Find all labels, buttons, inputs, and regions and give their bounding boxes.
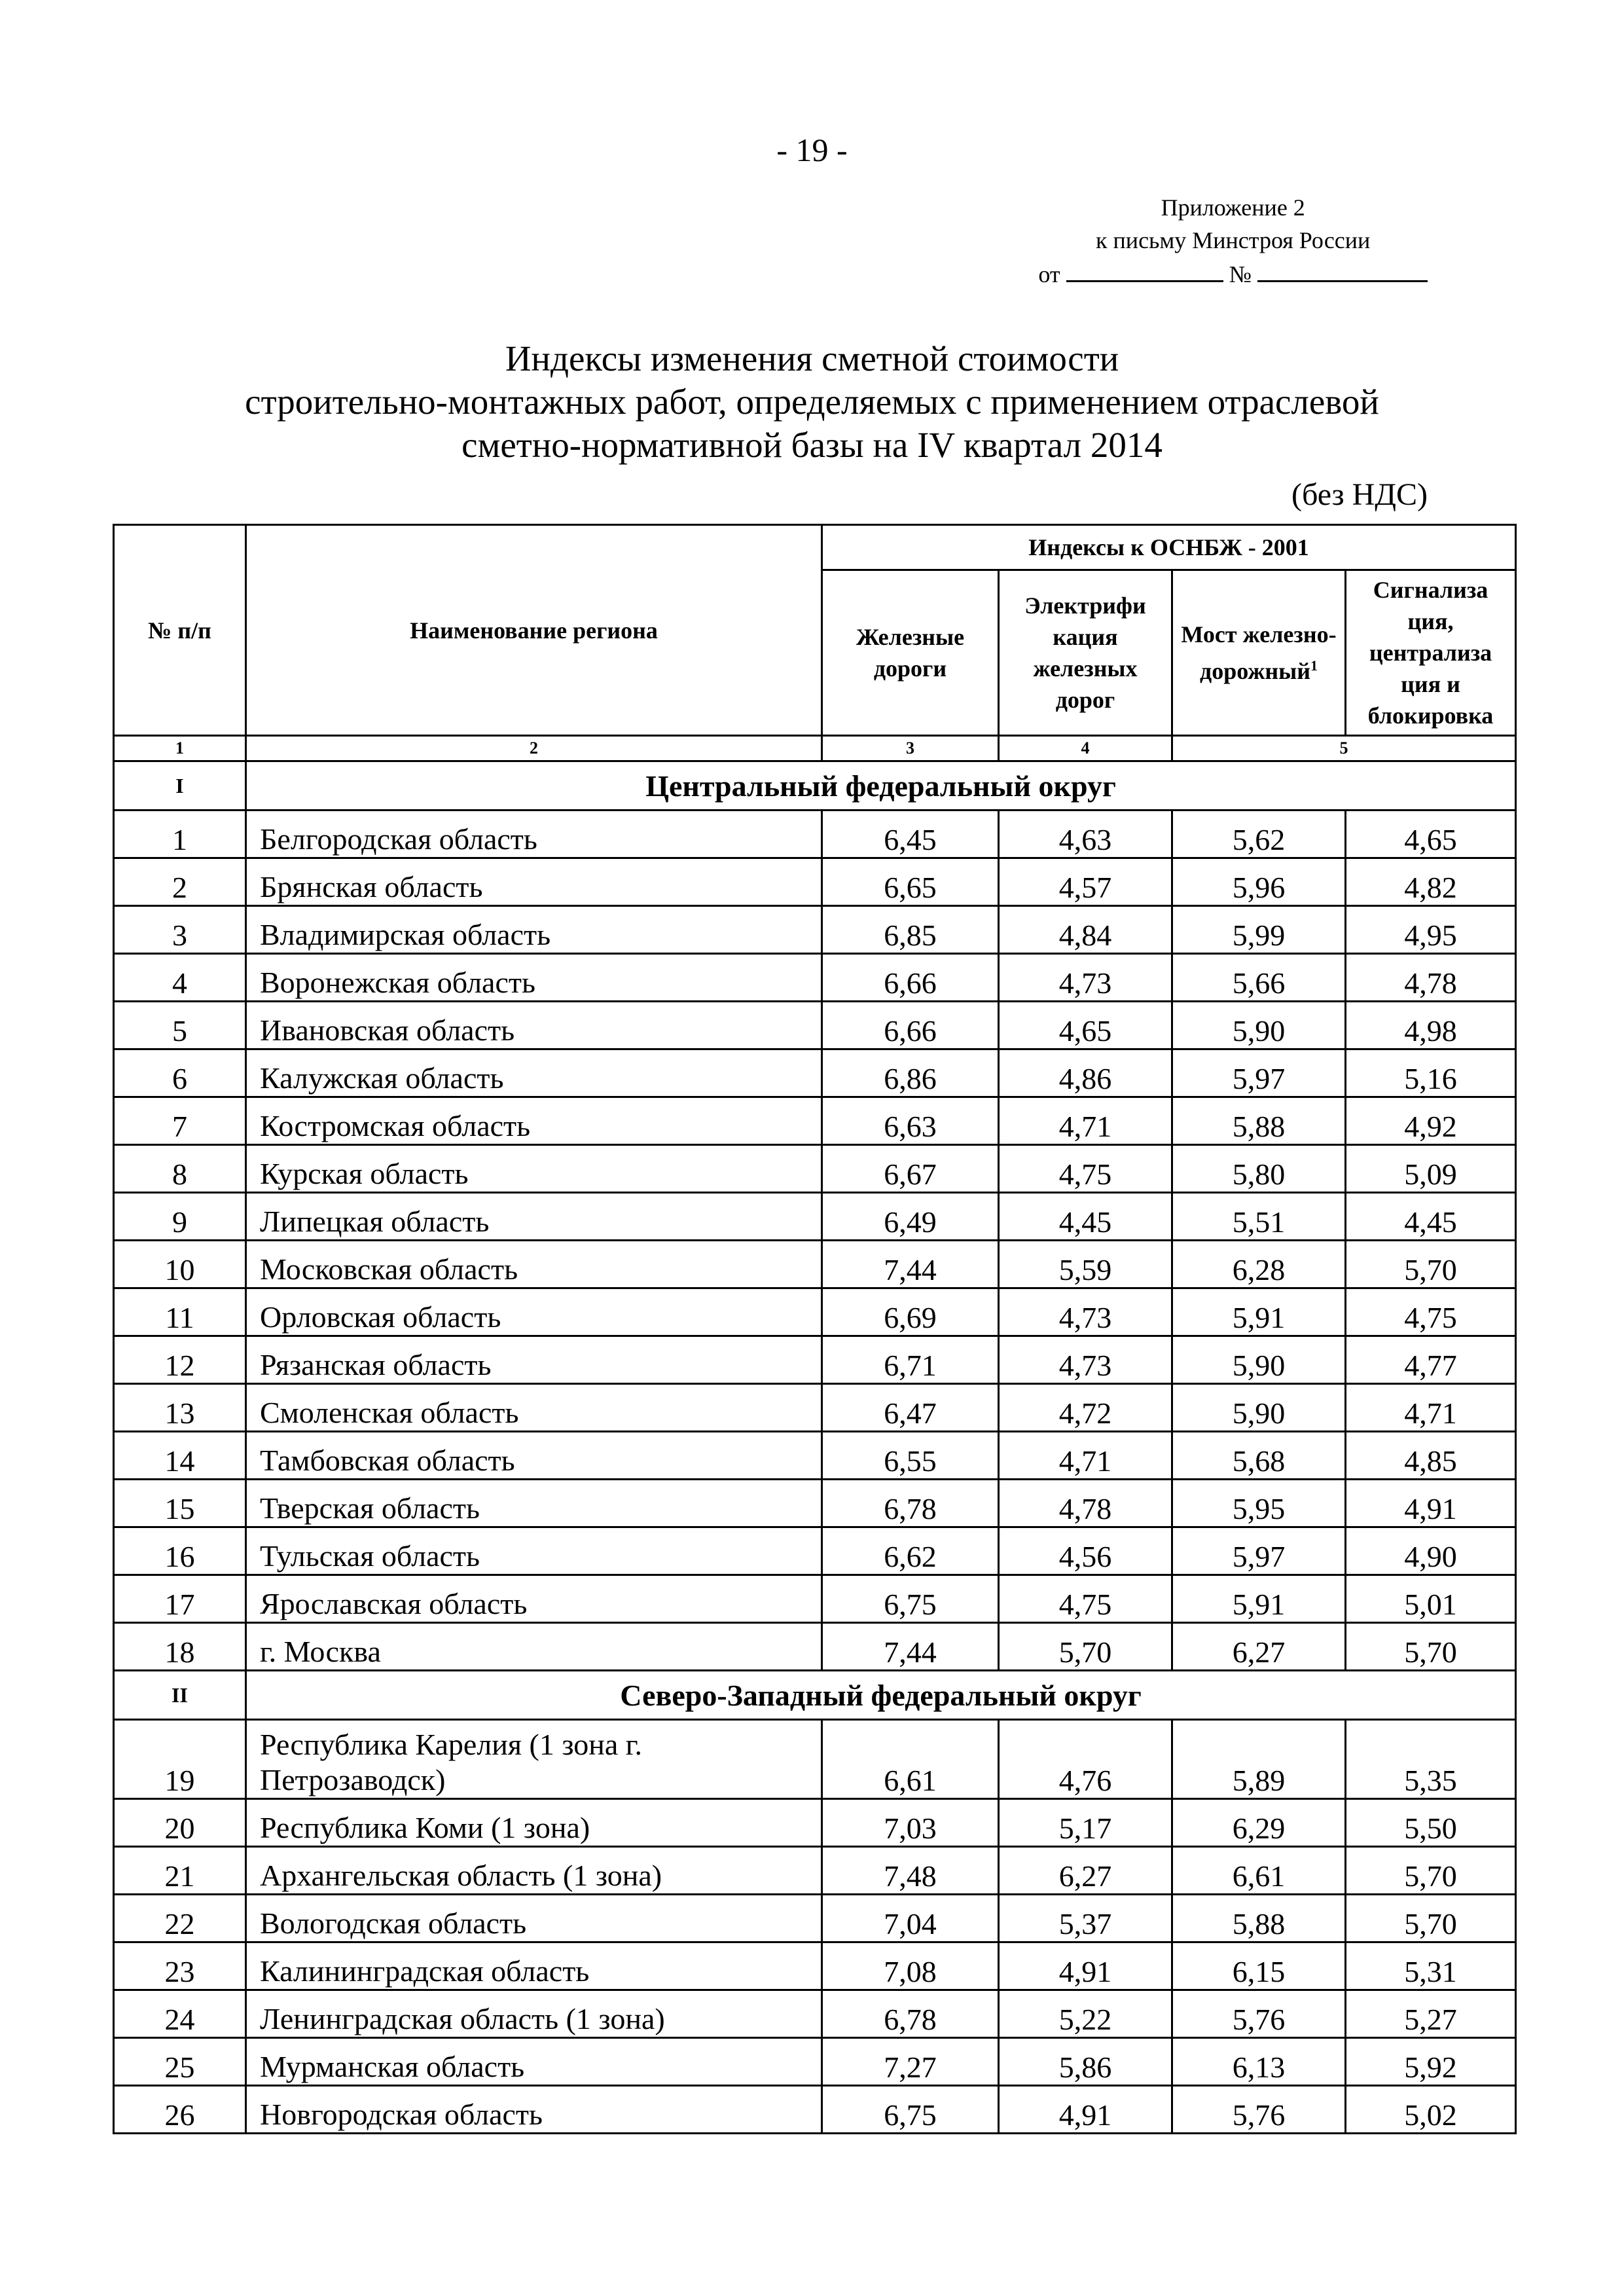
column-number: 3: [822, 736, 999, 761]
table-row: [114, 1990, 1516, 2038]
signaling-index: 5,70: [1346, 1847, 1516, 1895]
signaling-index: 4,85: [1346, 1432, 1516, 1480]
rail-index: 6,71: [822, 1336, 999, 1384]
signaling-index: 5,50: [1346, 1799, 1516, 1847]
section-name: Центральный федеральный округ: [246, 761, 1516, 811]
signaling-index: 5,70: [1346, 1241, 1516, 1288]
bridge-index: 5,88: [1172, 1097, 1346, 1145]
appendix-title: Приложение 2: [1161, 194, 1305, 221]
bridge-index: 5,91: [1172, 1288, 1346, 1336]
rail-index: 6,49: [822, 1193, 999, 1241]
region-name: Ярославская область: [246, 1575, 822, 1623]
electrification-index: 4,65: [999, 1002, 1172, 1049]
number-label: №: [1229, 261, 1252, 287]
rail-index: 6,78: [822, 1990, 999, 2038]
rail-index: 7,48: [822, 1847, 999, 1895]
row-number: 14: [114, 1432, 246, 1480]
region-name: Новгородская область: [246, 2086, 822, 2134]
header-region: Наименование региона: [246, 525, 822, 736]
signaling-index: 5,31: [1346, 1942, 1516, 1990]
column-number: 4: [999, 736, 1172, 761]
row-number: 5: [114, 1002, 246, 1049]
region-name: Костромская область: [246, 1097, 822, 1145]
row-number: 10: [114, 1241, 246, 1288]
region-name: Ивановская область: [246, 1002, 822, 1049]
number-blank: [1257, 257, 1428, 282]
electrification-index: 5,37: [999, 1895, 1172, 1942]
bridge-index: 5,97: [1172, 1049, 1346, 1097]
row-number: 21: [114, 1847, 246, 1895]
rail-index: 6,47: [822, 1384, 999, 1432]
row-number: 2: [114, 858, 246, 906]
bridge-footnote-mark: 1: [1310, 657, 1318, 674]
electrification-index: 4,76: [999, 1720, 1172, 1799]
table-row: [114, 811, 1516, 858]
section-row: [114, 1671, 1516, 1720]
signaling-index: 5,09: [1346, 1145, 1516, 1193]
electrification-index: 4,91: [999, 2086, 1172, 2134]
index-table: [113, 524, 1517, 2134]
table-row: [114, 2086, 1516, 2134]
electrification-index: 4,73: [999, 954, 1172, 1002]
header-index-group: Индексы к ОСНБЖ - 2001: [822, 525, 1516, 570]
table-row: [114, 1942, 1516, 1990]
section-name: Северо-Западный федеральный округ: [246, 1671, 1516, 1720]
bridge-index: 5,68: [1172, 1432, 1346, 1480]
header-number: № п/п: [114, 525, 246, 736]
header-electrification: Электрифи кация железных дорог: [999, 570, 1172, 736]
rail-index: 6,55: [822, 1432, 999, 1480]
from-label: от: [1038, 261, 1060, 287]
section-row: [114, 761, 1516, 811]
bridge-index: 5,51: [1172, 1193, 1346, 1241]
row-number: 9: [114, 1193, 246, 1241]
row-number: 12: [114, 1336, 246, 1384]
signaling-index: 4,90: [1346, 1527, 1516, 1575]
region-name: Рязанская область: [246, 1336, 822, 1384]
signaling-index: 4,98: [1346, 1002, 1516, 1049]
rail-index: 6,78: [822, 1480, 999, 1527]
rail-index: 6,61: [822, 1720, 999, 1799]
bridge-index: 5,76: [1172, 1990, 1346, 2038]
signaling-index: 5,16: [1346, 1049, 1516, 1097]
title-line-2: строительно-монтажных работ, определяемых с применением отраслевой: [245, 382, 1379, 422]
table-row: [114, 1432, 1516, 1480]
row-number: 19: [114, 1720, 246, 1799]
rail-index: 7,04: [822, 1895, 999, 1942]
appendix-date-number-line: [1038, 257, 1428, 291]
table-row: [114, 1097, 1516, 1145]
header-bridge-text: Мост железно-дорожный: [1181, 621, 1337, 684]
rail-index: 6,75: [822, 1575, 999, 1623]
table-row: [114, 954, 1516, 1002]
signaling-index: 5,70: [1346, 1895, 1516, 1942]
region-name: Брянская область: [246, 858, 822, 906]
title-line-3: сметно-нормативной базы на IV квартал 2014: [461, 425, 1163, 465]
table-row: [114, 1847, 1516, 1895]
region-name: Липецкая область: [246, 1193, 822, 1241]
row-number: 18: [114, 1623, 246, 1671]
rail-index: 7,08: [822, 1942, 999, 1990]
table-row: [114, 1193, 1516, 1241]
signaling-index: 5,70: [1346, 1623, 1516, 1671]
row-number: 13: [114, 1384, 246, 1432]
row-number: 22: [114, 1895, 246, 1942]
bridge-index: 5,90: [1172, 1002, 1346, 1049]
rail-index: 6,75: [822, 2086, 999, 2134]
rail-index: 6,65: [822, 858, 999, 906]
rail-index: 6,69: [822, 1288, 999, 1336]
table-row: [114, 1575, 1516, 1623]
rail-index: 7,03: [822, 1799, 999, 1847]
signaling-index: 4,75: [1346, 1288, 1516, 1336]
bridge-index: 5,80: [1172, 1145, 1346, 1193]
region-name: Тверская область: [246, 1480, 822, 1527]
electrification-index: 4,73: [999, 1288, 1172, 1336]
signaling-index: 4,92: [1346, 1097, 1516, 1145]
electrification-index: 4,71: [999, 1097, 1172, 1145]
electrification-index: 4,71: [999, 1432, 1172, 1480]
bridge-index: 5,66: [1172, 954, 1346, 1002]
table-row: [114, 1720, 1516, 1799]
region-name: Мурманская область: [246, 2038, 822, 2086]
vat-note: (без НДС): [1291, 477, 1428, 512]
table-row: [114, 1895, 1516, 1942]
table-row: [114, 1145, 1516, 1193]
electrification-index: 5,70: [999, 1623, 1172, 1671]
region-name: Архангельская область (1 зона): [246, 1847, 822, 1895]
table-row: [114, 2038, 1516, 2086]
rail-index: 6,45: [822, 811, 999, 858]
table-body: [114, 761, 1516, 2134]
row-number: 8: [114, 1145, 246, 1193]
bridge-index: 6,15: [1172, 1942, 1346, 1990]
appendix-letter-ref: к письму Минстроя России: [1096, 227, 1371, 253]
bridge-index: 6,29: [1172, 1799, 1346, 1847]
column-number: 2: [246, 736, 822, 761]
row-number: 17: [114, 1575, 246, 1623]
region-name: Курская область: [246, 1145, 822, 1193]
signaling-index: 5,35: [1346, 1720, 1516, 1799]
rail-index: 6,62: [822, 1527, 999, 1575]
electrification-index: 4,63: [999, 811, 1172, 858]
region-name: Орловская область: [246, 1288, 822, 1336]
bridge-index: 6,13: [1172, 2038, 1346, 2086]
electrification-index: 4,45: [999, 1193, 1172, 1241]
region-name: Республика Коми (1 зона): [246, 1799, 822, 1847]
electrification-index: 4,91: [999, 1942, 1172, 1990]
electrification-index: 5,59: [999, 1241, 1172, 1288]
table-row: [114, 1288, 1516, 1336]
bridge-index: 5,91: [1172, 1575, 1346, 1623]
row-number: 23: [114, 1942, 246, 1990]
table-row: [114, 1002, 1516, 1049]
rail-index: 6,85: [822, 906, 999, 954]
bridge-index: 5,62: [1172, 811, 1346, 858]
page-number: - 19 -: [776, 132, 848, 168]
electrification-index: 6,27: [999, 1847, 1172, 1895]
rail-index: 6,66: [822, 1002, 999, 1049]
document-title: [0, 337, 1624, 467]
region-name: Воронежская область: [246, 954, 822, 1002]
electrification-index: 4,75: [999, 1575, 1172, 1623]
electrification-index: 4,56: [999, 1527, 1172, 1575]
bridge-index: 6,28: [1172, 1241, 1346, 1288]
region-name: Владимирская область: [246, 906, 822, 954]
rail-index: 7,27: [822, 2038, 999, 2086]
bridge-index: 5,90: [1172, 1336, 1346, 1384]
row-number: 1: [114, 811, 246, 858]
bridge-index: 5,97: [1172, 1527, 1346, 1575]
electrification-index: 5,17: [999, 1799, 1172, 1847]
region-name: Московская область: [246, 1241, 822, 1288]
row-number: 26: [114, 2086, 246, 2134]
signaling-index: 4,77: [1346, 1336, 1516, 1384]
region-name: Смоленская область: [246, 1384, 822, 1432]
region-name: Калининградская область: [246, 1942, 822, 1990]
header-signaling: Сигнализа ция, централиза ция и блокировка: [1346, 570, 1516, 736]
signaling-index: 4,82: [1346, 858, 1516, 906]
rail-index: 7,44: [822, 1241, 999, 1288]
bridge-index: 5,95: [1172, 1480, 1346, 1527]
row-number: 4: [114, 954, 246, 1002]
table-row: [114, 1799, 1516, 1847]
date-blank: [1066, 257, 1223, 282]
bridge-index: 5,76: [1172, 2086, 1346, 2134]
row-number: 15: [114, 1480, 246, 1527]
region-name: Белгородская область: [246, 811, 822, 858]
section-number: I: [114, 761, 246, 811]
column-number-row: [114, 736, 1516, 761]
region-name: Ленинградская область (1 зона): [246, 1990, 822, 2038]
region-name: г. Москва: [246, 1623, 822, 1671]
rail-index: 7,44: [822, 1623, 999, 1671]
row-number: 7: [114, 1097, 246, 1145]
table-row: [114, 1384, 1516, 1432]
region-name: Калужская область: [246, 1049, 822, 1097]
row-number: 16: [114, 1527, 246, 1575]
region-name: Вологодская область: [246, 1895, 822, 1942]
signaling-index: 4,95: [1346, 906, 1516, 954]
signaling-index: 4,71: [1346, 1384, 1516, 1432]
bridge-index: 5,90: [1172, 1384, 1346, 1432]
rail-index: 6,63: [822, 1097, 999, 1145]
bridge-index: 6,27: [1172, 1623, 1346, 1671]
electrification-index: 4,57: [999, 858, 1172, 906]
section-number: II: [114, 1671, 246, 1720]
bridge-index: 5,88: [1172, 1895, 1346, 1942]
row-number: 11: [114, 1288, 246, 1336]
rail-index: 6,66: [822, 954, 999, 1002]
row-number: 25: [114, 2038, 246, 2086]
electrification-index: 4,75: [999, 1145, 1172, 1193]
bridge-index: 5,99: [1172, 906, 1346, 954]
signaling-index: 4,65: [1346, 811, 1516, 858]
table-row: [114, 906, 1516, 954]
electrification-index: 4,72: [999, 1384, 1172, 1432]
row-number: 6: [114, 1049, 246, 1097]
table-row: [114, 1241, 1516, 1288]
electrification-index: 5,86: [999, 2038, 1172, 2086]
bridge-index: 5,89: [1172, 1720, 1346, 1799]
table-row: [114, 1527, 1516, 1575]
signaling-index: 5,02: [1346, 2086, 1516, 2134]
electrification-index: 4,73: [999, 1336, 1172, 1384]
rail-index: 6,86: [822, 1049, 999, 1097]
region-name: Тульская область: [246, 1527, 822, 1575]
column-number: 1: [114, 736, 246, 761]
table-row: [114, 1623, 1516, 1671]
row-number: 20: [114, 1799, 246, 1847]
title-line-1: Индексы изменения сметной стоимости: [505, 338, 1119, 378]
electrification-index: 4,78: [999, 1480, 1172, 1527]
electrification-index: 4,86: [999, 1049, 1172, 1097]
header-rail: Железные дороги: [822, 570, 999, 736]
electrification-index: 5,22: [999, 1990, 1172, 2038]
table-row: [114, 1480, 1516, 1527]
signaling-index: 5,01: [1346, 1575, 1516, 1623]
signaling-index: 5,27: [1346, 1990, 1516, 2038]
region-name: Республика Карелия (1 зона г. Петрозаводск): [246, 1720, 822, 1799]
bridge-index: 6,61: [1172, 1847, 1346, 1895]
signaling-index: 4,78: [1346, 954, 1516, 1002]
signaling-index: 4,45: [1346, 1193, 1516, 1241]
table-row: [114, 1049, 1516, 1097]
header-bridge: [1172, 570, 1346, 736]
row-number: 3: [114, 906, 246, 954]
region-name: Тамбовская область: [246, 1432, 822, 1480]
appendix-block: [1038, 191, 1428, 291]
table-row: [114, 1336, 1516, 1384]
table-row: [114, 858, 1516, 906]
column-number: 5: [1172, 736, 1516, 761]
row-number: 24: [114, 1990, 246, 2038]
signaling-index: 4,91: [1346, 1480, 1516, 1527]
rail-index: 6,67: [822, 1145, 999, 1193]
signaling-index: 5,92: [1346, 2038, 1516, 2086]
electrification-index: 4,84: [999, 906, 1172, 954]
bridge-index: 5,96: [1172, 858, 1346, 906]
